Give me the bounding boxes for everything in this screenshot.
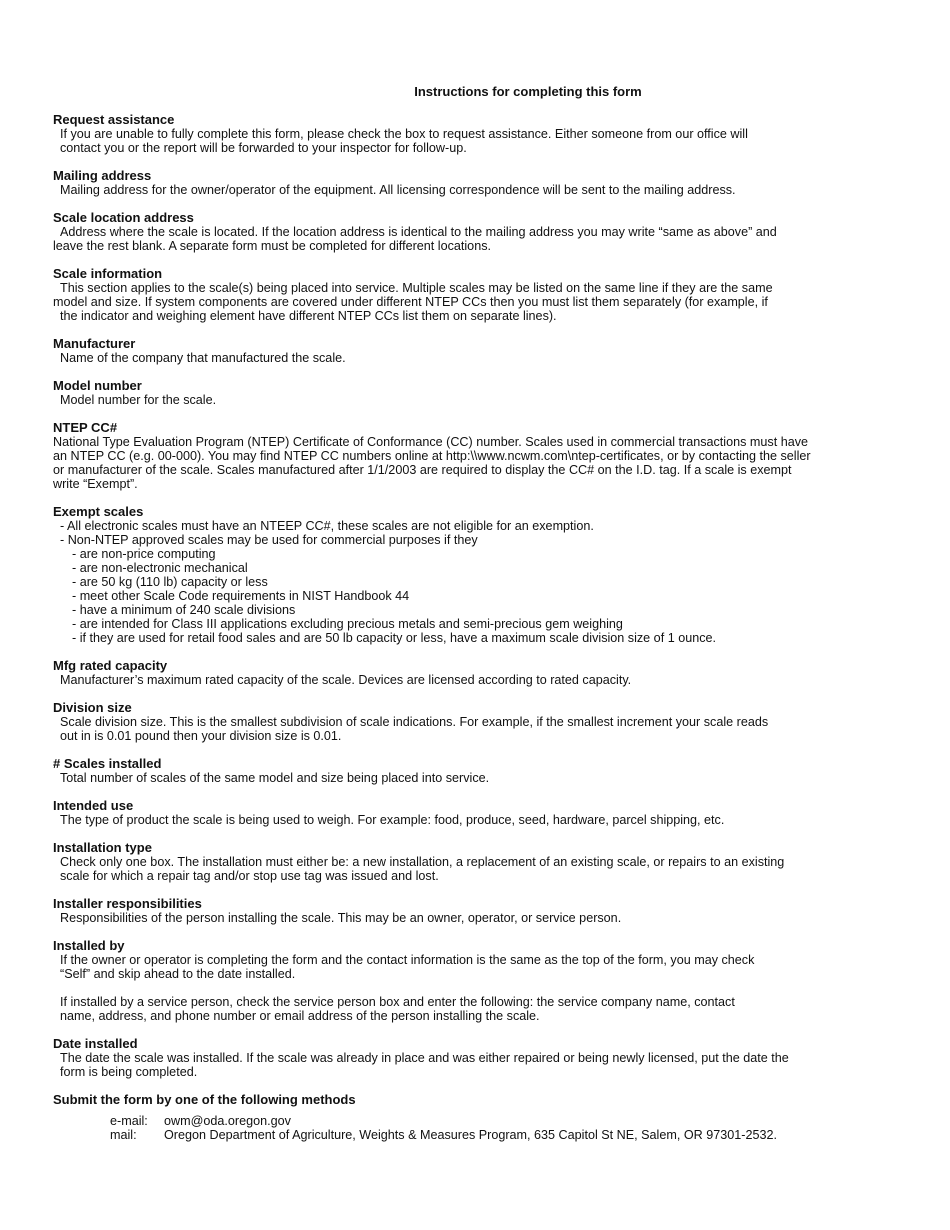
submit-methods-list bbox=[110, 1114, 903, 1142]
section-installation-type bbox=[53, 841, 903, 883]
section-text: Mailing address for the owner/operator of the equipment. All licensing correspondence will be sent to the mailing address. bbox=[60, 183, 736, 197]
section-text: Model number for the scale. bbox=[60, 393, 217, 407]
method-label: e-mail: bbox=[110, 1114, 148, 1128]
submit-method-email bbox=[110, 1114, 903, 1128]
page-title: Instructions for completing this form bbox=[414, 84, 642, 99]
list-subitem: - are non-electronic mechanical bbox=[72, 561, 248, 575]
section-heading: Model number bbox=[53, 378, 142, 393]
section-heading: Mfg rated capacity bbox=[53, 658, 168, 673]
section-heading: Installation type bbox=[53, 840, 152, 855]
section-manufacturer bbox=[53, 337, 903, 365]
section-text: The type of product the scale is being used to weigh. For example: food, produce, seed, hardware, parcel shipping, etc. bbox=[60, 813, 725, 827]
list-subitem: - are non-price computing bbox=[72, 547, 216, 561]
section-submit-methods bbox=[53, 1093, 903, 1142]
email-address[interactable]: owm@oda.oregon.gov bbox=[164, 1114, 291, 1128]
section-heading: Exempt scales bbox=[53, 504, 144, 519]
section-text: National Type Evaluation Program (NTEP) Certificate of Conformance (CC) number. Scales used in commercial transactions must have an NTEP CC (e.g. 00-000). You may find NTEP CC numbers online at http:\\www.ncwm.com\ntep-certificates, or by contacting the seller or manufacturer of the scale. Scales manufactured after 1/1/2003 are required to display the CC# on the I.D. tag. If a scale is exempt write “Exempt”. bbox=[53, 435, 811, 491]
section-heading: Installed by bbox=[53, 938, 125, 953]
section-text: If you are unable to fully complete this form, please check the box to request assistance. Either someone from our office will contact you or the report will be forwarded to your inspector for follow-up. bbox=[60, 127, 748, 155]
section-scales-installed bbox=[53, 757, 903, 785]
section-text-line: the indicator and weighing element have different NTEP CCs list them on separate lines). bbox=[60, 309, 557, 323]
paragraph-gap bbox=[53, 981, 903, 995]
section-heading: Submit the form by one of the following methods bbox=[53, 1092, 356, 1107]
section-text: The date the scale was installed. If the scale was already in place and was either repaired or being newly licensed, put the date the form is being completed. bbox=[60, 1051, 789, 1079]
section-heading: Intended use bbox=[53, 798, 134, 813]
section-text: Check only one box. The installation must either be: a new installation, a replacement of an existing scale, or repairs to an existing scale for which a repair tag and/or stop use tag was issued and lost. bbox=[60, 855, 785, 883]
section-text-line: model and size. If system components are covered under different NTEP CCs then you must list them separately (for example, if bbox=[53, 295, 768, 309]
list-subitem: - meet other Scale Code requirements in NIST Handbook 44 bbox=[72, 589, 410, 603]
section-text: If the owner or operator is completing the form and the contact information is the same as the top of the form, you may check “Self” and skip ahead to the date installed. bbox=[60, 953, 755, 981]
section-division-size bbox=[53, 701, 903, 743]
section-heading: Date installed bbox=[53, 1036, 138, 1051]
list-item: - All electronic scales must have an NTEEP CC#, these scales are not eligible for an exemption. bbox=[60, 519, 594, 533]
section-installer-responsibilities bbox=[53, 897, 903, 925]
section-scale-information bbox=[53, 267, 903, 323]
section-heading: Division size bbox=[53, 700, 132, 715]
list-subitem: - are 50 kg (110 lb) capacity or less bbox=[72, 575, 268, 589]
section-text: Responsibilities of the person installing the scale. This may be an owner, operator, or service person. bbox=[60, 911, 622, 925]
section-intended-use bbox=[53, 799, 903, 827]
section-heading: Manufacturer bbox=[53, 336, 136, 351]
list-subitem: - if they are used for retail food sales and are 50 lb capacity or less, have a maximum scale division size of 1 ounce. bbox=[72, 631, 717, 645]
section-text-line: Address where the scale is located. If the location address is identical to the mailing address you may write “same as above” and bbox=[60, 225, 777, 239]
section-heading: Scale location address bbox=[53, 210, 194, 225]
section-request-assistance bbox=[53, 113, 903, 155]
submit-method-mail bbox=[110, 1128, 903, 1142]
section-heading: Installer responsibilities bbox=[53, 896, 202, 911]
section-mfg-rated-capacity bbox=[53, 659, 903, 687]
section-heading: Request assistance bbox=[53, 112, 175, 127]
mailing-address: Oregon Department of Agriculture, Weights & Measures Program, 635 Capitol St NE, Salem, OR 97301-2532. bbox=[164, 1128, 777, 1142]
list-subitem: - are intended for Class III applications excluding precious metals and semi-precious gem weighing bbox=[72, 617, 623, 631]
list-subitem: - have a minimum of 240 scale divisions bbox=[72, 603, 296, 617]
section-scale-location-address bbox=[53, 211, 903, 253]
instructions-page bbox=[53, 85, 903, 1156]
section-text: Scale division size. This is the smallest subdivision of scale indications. For example, if the smallest increment your scale reads out in is 0.01 pound then your division size is 0.01. bbox=[60, 715, 769, 743]
section-ntep-cc bbox=[53, 421, 903, 491]
method-label: mail: bbox=[110, 1128, 137, 1142]
section-text: Manufacturer’s maximum rated capacity of the scale. Devices are licensed according to rated capacity. bbox=[60, 673, 632, 687]
section-installed-by bbox=[53, 939, 903, 1023]
section-text: Total number of scales of the same model and size being placed into service. bbox=[60, 771, 490, 785]
section-text-line: This section applies to the scale(s) being placed into service. Multiple scales may be listed on the same line if they are the same bbox=[60, 281, 773, 295]
section-mailing-address bbox=[53, 169, 903, 197]
section-heading: Mailing address bbox=[53, 168, 152, 183]
list-item: - Non-NTEP approved scales may be used for commercial purposes if they bbox=[60, 533, 478, 547]
section-text: Name of the company that manufactured the scale. bbox=[60, 351, 346, 365]
section-heading: Scale information bbox=[53, 266, 163, 281]
section-text-line: leave the rest blank. A separate form must be completed for different locations. bbox=[53, 239, 491, 253]
section-exempt-scales bbox=[53, 505, 903, 645]
section-text: If installed by a service person, check the service person box and enter the following: the service company name, contact name, address, and phone number or email address of the person installing the scale. bbox=[60, 995, 735, 1023]
section-date-installed bbox=[53, 1037, 903, 1079]
section-heading: # Scales installed bbox=[53, 756, 162, 771]
section-model-number bbox=[53, 379, 903, 407]
section-heading: NTEP CC# bbox=[53, 420, 118, 435]
